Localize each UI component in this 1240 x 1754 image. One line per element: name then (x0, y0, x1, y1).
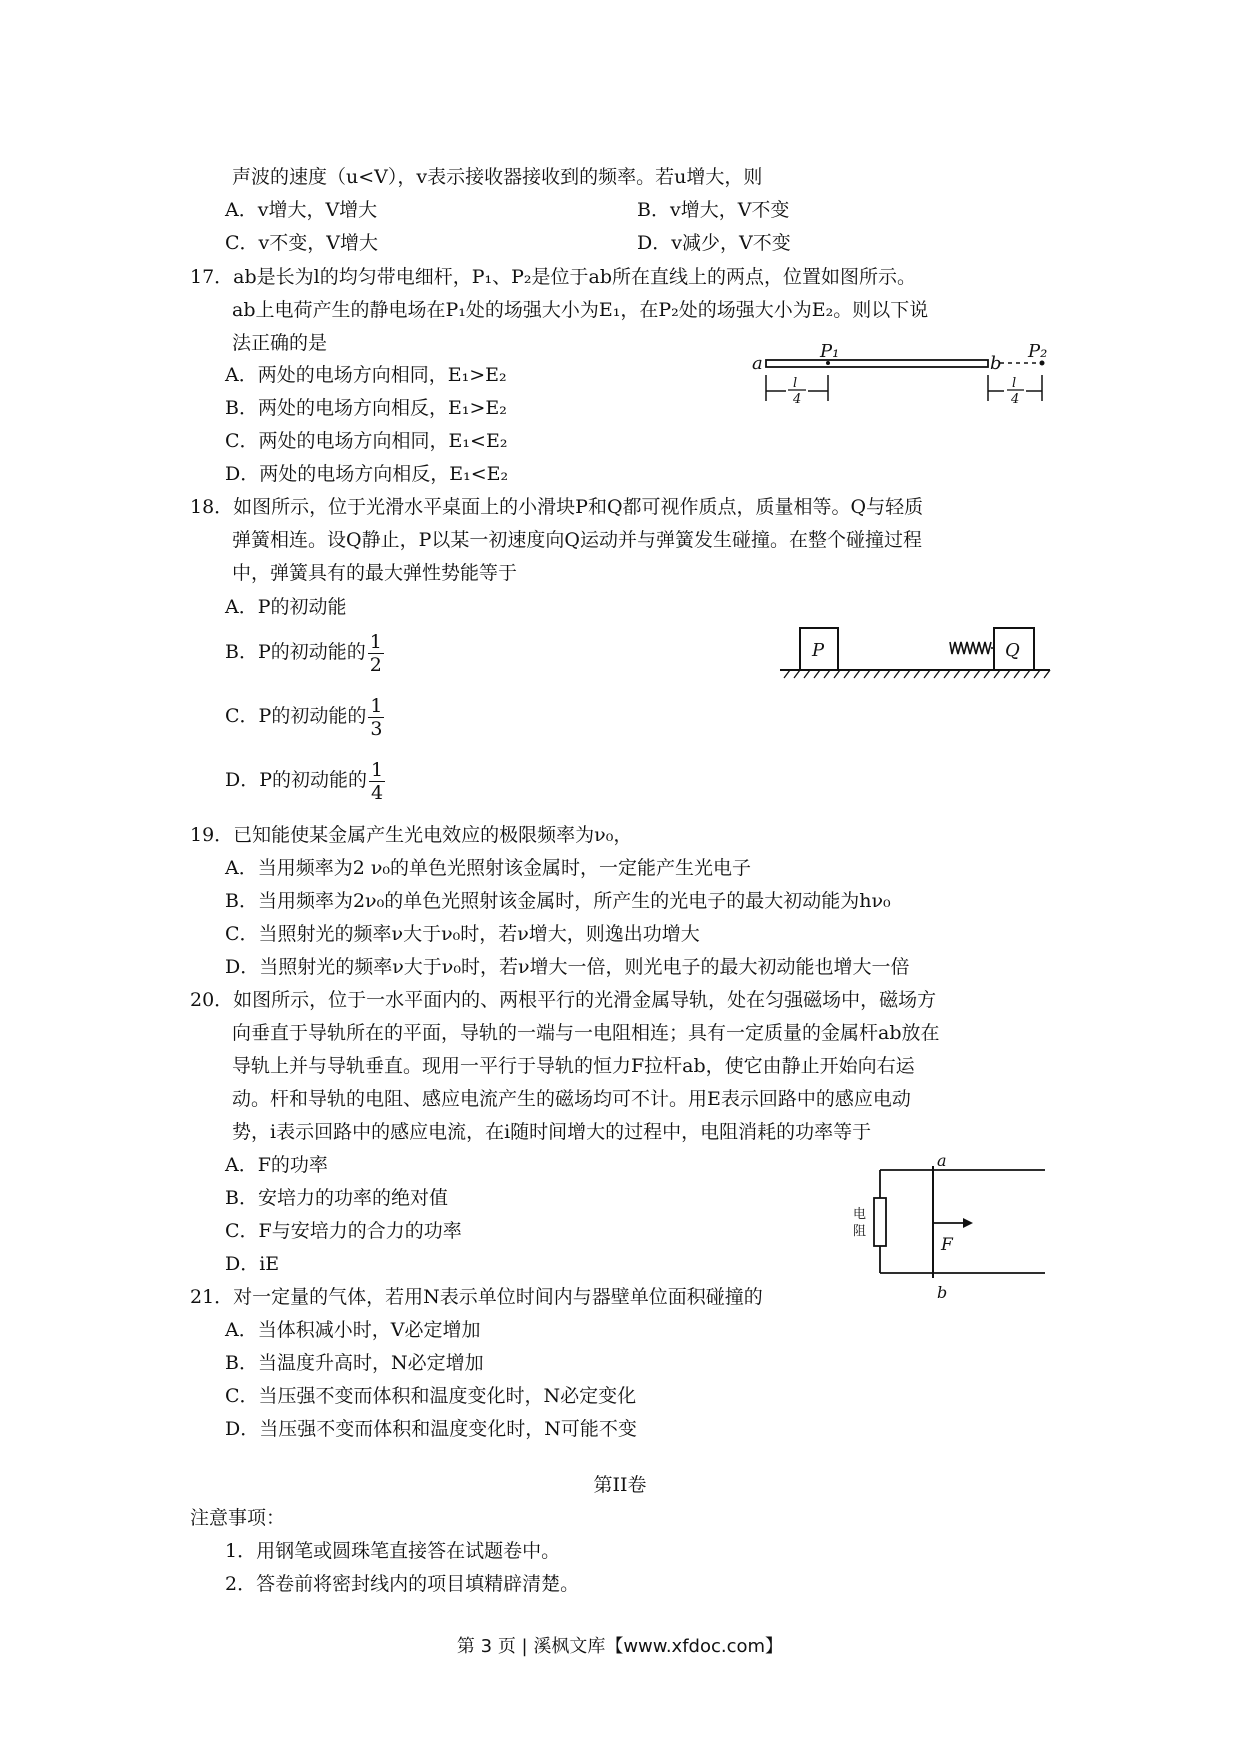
q16-option-a: A．v增大，V增大 (225, 199, 378, 221)
q16-stem-continuation: 声波的速度（u<V），v表示接收器接收到的频率。若u增大，则 (232, 166, 763, 188)
q17-dim-right-num: l (1012, 376, 1017, 391)
q20-stem-line-3: 导轨上并与导轨垂直。现用一平行于导轨的恒力F拉杆ab，使它由静止开始向右运 (232, 1055, 915, 1077)
resistor-label-1: 电 (853, 1207, 867, 1222)
q20-stem-line-4: 动。杆和导轨的电阻、感应电流产生的磁场均可不计。用E表示回路中的感应电动 (232, 1088, 911, 1110)
q18-option-d: D．P的初动能的 $\frac{1}{4}$ (225, 758, 384, 804)
q19-option-c: C．当照射光的频率ν大于ν₀时，若ν增大，则逸出功增大 (225, 923, 700, 945)
note-2: 2．答卷前将密封线内的项目填精辟清楚。 (225, 1573, 580, 1595)
q21-stem: 21．对一定量的气体，若用N表示单位时间内与器壁单位面积碰撞的 (190, 1286, 763, 1308)
charged-rod (766, 360, 988, 367)
q16-option-b: B．v增大，V不变 (637, 199, 790, 221)
q17-label-a: a (752, 353, 763, 374)
spring (950, 642, 991, 654)
force-label-f: F (941, 1235, 953, 1255)
note-1: 1．用钢笔或圆珠笔直接答在试题卷中。 (225, 1540, 561, 1562)
q17-label-p1: P₁ (820, 341, 840, 362)
resistor-label-2: 阻 (853, 1224, 867, 1239)
q18-stem-line-3: 中，弹簧具有的最大弹性势能等于 (232, 562, 518, 584)
q17-stem-line-1: 17．ab是长为l的均匀带电细杆，P₁、P₂是位于ab所在直线上的两点，位置如图所示。 (190, 266, 917, 288)
table-hatching (784, 670, 1050, 678)
fraction-one-quarter: $\frac{1}{4}$ (371, 758, 384, 804)
q16-option-d: D．v减少，V不变 (637, 232, 791, 254)
q20-option-b: B．安培力的功率的绝对值 (225, 1187, 448, 1209)
q18-stem-line-2: 弹簧相连。设Q静止，P以某一初速度向Q运动并与弹簧发生碰撞。在整个碰撞过程 (232, 529, 922, 551)
q19-stem: 19．已知能使某金属产生光电效应的极限频率为ν₀， (190, 824, 633, 846)
rod-label-a: a (937, 1151, 947, 1170)
q18-option-a: A．P的初动能 (225, 596, 347, 618)
q17-label-b: b (990, 353, 1002, 374)
q20-stem-line-5: 势，i表示回路中的感应电流，在i随时间增大的过程中，电阻消耗的功率等于 (232, 1121, 872, 1143)
q19-option-a: A．当用频率为2 ν₀的单色光照射该金属时，一定能产生光电子 (225, 857, 752, 879)
q17-option-c: C．两处的电场方向相同，E₁<E₂ (225, 430, 508, 452)
notes-heading: 注意事项： (190, 1507, 286, 1529)
q17-dim-left-num: l (793, 376, 798, 391)
q17-option-b: B．两处的电场方向相反，E₁>E₂ (225, 397, 507, 419)
q16-option-c: C．v不变，V增大 (225, 232, 378, 254)
q17-label-p2: P₂ (1028, 341, 1048, 362)
q19-option-d: D．当照射光的频率ν大于ν₀时，若ν增大一倍，则光电子的最大初动能也增大一倍 (225, 956, 910, 978)
q17-option-a: A．两处的电场方向相同，E₁>E₂ (225, 364, 507, 386)
q19-option-b: B．当用频率为2ν₀的单色光照射该金属时，所产生的光电子的最大初动能为hν₀ (225, 890, 891, 912)
block-p-label: P (812, 640, 825, 661)
q20-stem-line-1: 20．如图所示，位于一水平面内的、两根平行的光滑金属导轨，处在匀强磁场中，磁场方 (190, 989, 937, 1011)
q17-stem-line-2: ab上电荷产生的静电场在P₁处的场强大小为E₁，在P₂处的场强大小为E₂。则以下说 (232, 299, 929, 321)
q20-option-a: A．F的功率 (225, 1154, 328, 1176)
q17-dim-left-den: 4 (793, 392, 802, 407)
q20-rail-circuit-figure (845, 1151, 1055, 1308)
section-title: 第II卷 (593, 1474, 647, 1496)
fraction-one-half: $\frac{1}{2}$ (369, 630, 382, 676)
q21-option-a: A．当体积减小时，V必定增加 (225, 1319, 481, 1341)
q18-option-c: C．P的初动能的 $\frac{1}{3}$ (225, 694, 383, 740)
q20-option-d: D．iE (225, 1253, 280, 1275)
block-q-label: Q (1005, 640, 1020, 661)
page-footer: 第 3 页 | 溪枫文库【www.xfdoc.com】 (456, 1636, 784, 1657)
q17-option-d: D．两处的电场方向相反，E₁<E₂ (225, 463, 509, 485)
q21-option-b: B．当温度升高时，N必定增加 (225, 1352, 484, 1374)
q18-stem-line-1: 18．如图所示，位于光滑水平桌面上的小滑块P和Q都可视作质点，质量相等。Q与轻质 (190, 496, 924, 518)
q21-option-d: D．当压强不变而体积和温度变化时，N可能不变 (225, 1418, 637, 1440)
q17-stem-line-3: 法正确的是 (232, 332, 328, 354)
q17-rod-figure (750, 341, 1050, 425)
resistor (874, 1198, 886, 1246)
q17-dim-right-den: 4 (1011, 392, 1020, 407)
q20-stem-line-2: 向垂直于导轨所在的平面，导轨的一端与一电阻相连；具有一定质量的金属杆ab放在 (232, 1022, 940, 1044)
q18-block-spring-figure (780, 620, 1070, 690)
q20-option-c: C．F与安培力的合力的功率 (225, 1220, 462, 1242)
rod-label-b: b (937, 1283, 948, 1302)
fraction-one-third: $\frac{1}{3}$ (370, 694, 383, 740)
q18-option-b: B．P的初动能的 $\frac{1}{2}$ (225, 630, 382, 676)
q21-option-c: C．当压强不变而体积和温度变化时，N必定变化 (225, 1385, 637, 1407)
